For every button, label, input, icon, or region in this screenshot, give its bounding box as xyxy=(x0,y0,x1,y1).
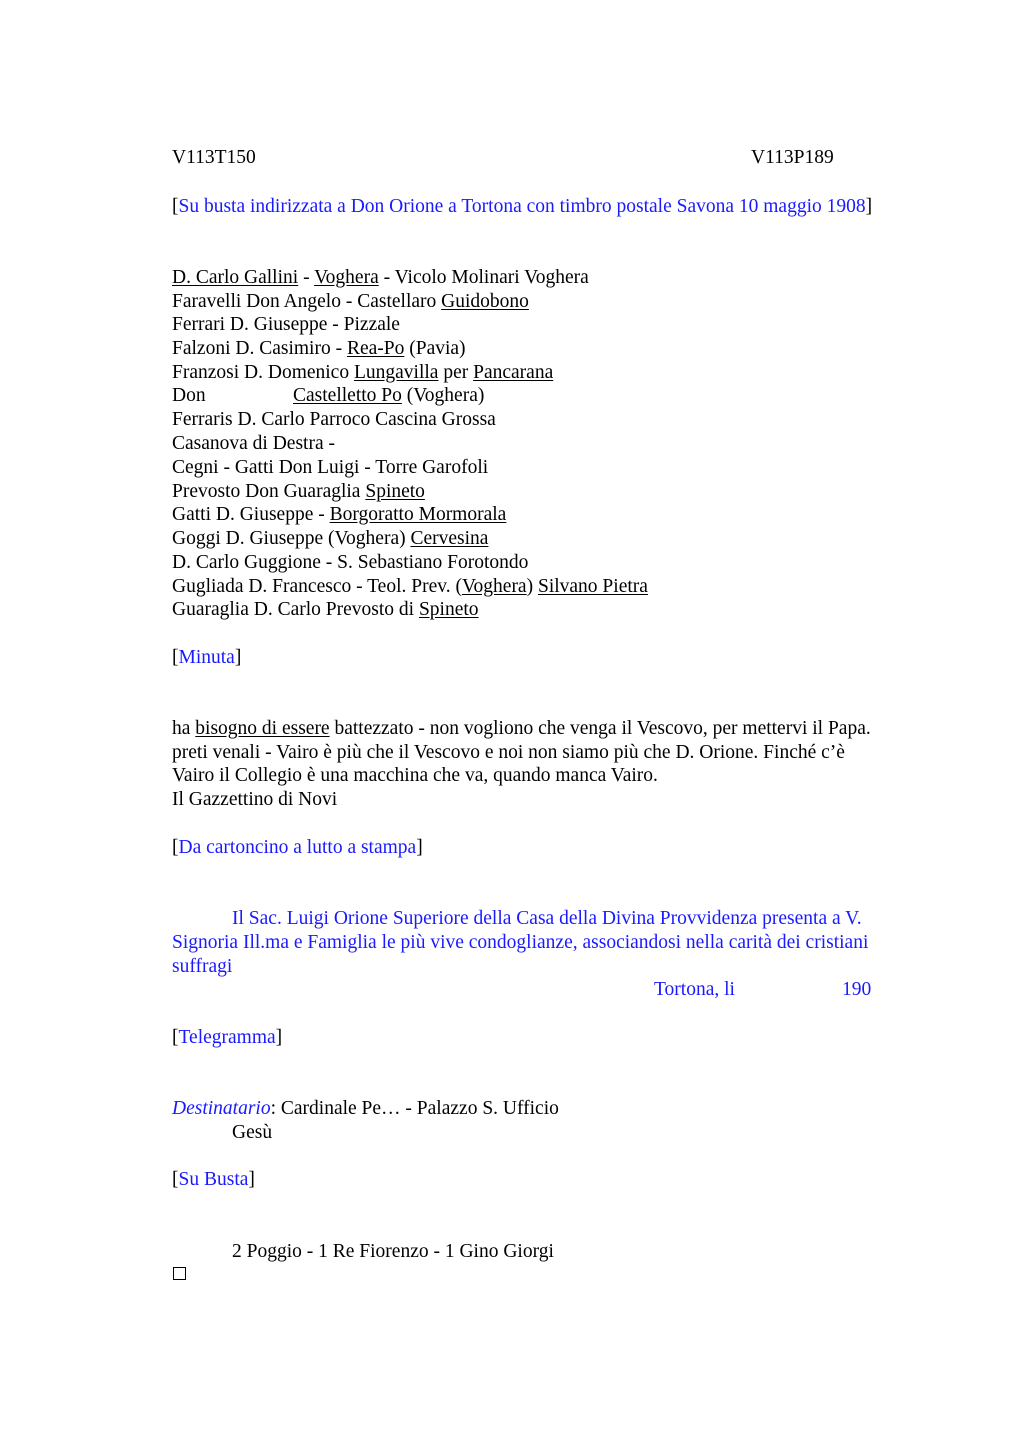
list-item: Don xyxy=(172,385,206,406)
condolence-text: Signoria Ill.ma e Famiglia le più vive condoglianze, associandosi nella carità dei cristiani xyxy=(172,932,869,953)
list-item: Ferrari D. Giuseppe - Pizzale xyxy=(172,314,400,335)
list-item: D. Carlo Gallini - Voghera - Vicolo Molinari Voghera xyxy=(172,267,589,288)
list-item-continuation: Castelletto Po (Voghera) xyxy=(293,385,485,406)
checkbox-square xyxy=(173,1267,186,1280)
paragraph-line: preti venali - Vairo è più che il Vescovo e noi non siamo più che D. Orione. Finché c’è xyxy=(172,742,845,763)
list-item: Ferraris D. Carlo Parroco Cascina Grossa xyxy=(172,409,496,430)
list-item: Cegni - Gatti Don Luigi - Torre Garofoli xyxy=(172,457,489,478)
editorial-note-minuta: [Minuta] xyxy=(172,647,242,668)
list-item: Prevosto Don Guaraglia Spineto xyxy=(172,481,425,502)
list-item: Gatti D. Giuseppe - Borgoratto Mormorala xyxy=(172,504,507,525)
editorial-note-telegram: [Telegramma] xyxy=(172,1027,283,1048)
condolence-place: Tortona, li xyxy=(654,979,735,1000)
list-item: Goggi D. Giuseppe (Voghera) Cervesina xyxy=(172,528,489,549)
list-item: Gugliada D. Francesco - Teol. Prev. (Voghera) Silvano Pietra xyxy=(172,576,648,597)
list-item: Franzosi D. Domenico Lungavilla per Pancarana xyxy=(172,362,554,383)
list-item: Casanova di Destra - xyxy=(172,433,335,454)
document-code-right: V113P189 xyxy=(751,147,834,168)
editorial-note-envelope: [Su busta indirizzata a Don Orione a Tortona con timbro postale Savona 10 maggio 1908] xyxy=(172,196,873,217)
editorial-note-card: [Da cartoncino a lutto a stampa] xyxy=(172,837,423,858)
paragraph-line: ha bisogno di essere battezzato - non vogliono che venga il Vescovo, per mettervi il Papa. xyxy=(172,718,871,739)
condolence-year: 190 xyxy=(842,979,872,1000)
condolence-text: Il Sac. Luigi Orione Superiore della Casa della Divina Provvidenza presenta a V. xyxy=(232,908,862,929)
list-item: Guaraglia D. Carlo Prevosto di Spineto xyxy=(172,599,479,620)
condolence-text: suffragi xyxy=(172,956,233,977)
telegram-text: Gesù xyxy=(232,1122,273,1143)
list-item: Faravelli Don Angelo - Castellaro Guidobono xyxy=(172,291,529,312)
list-item: Falzoni D. Casimiro - Rea-Po (Pavia) xyxy=(172,338,466,359)
telegram-recipient: Destinatario: Cardinale Pe… - Palazzo S. Ufficio xyxy=(172,1098,559,1119)
editorial-note-envelope-2: [Su Busta] xyxy=(172,1169,255,1190)
document-code-left: V113T150 xyxy=(172,147,256,168)
paragraph-line: Il Gazzettino di Novi xyxy=(172,789,338,810)
list-item: D. Carlo Guggione - S. Sebastiano Forotondo xyxy=(172,552,529,573)
paragraph-line: Vairo il Collegio è una macchina che va, quando manca Vairo. xyxy=(172,765,658,786)
envelope-text: 2 Poggio - 1 Re Fiorenzo - 1 Gino Giorgi xyxy=(232,1241,554,1262)
